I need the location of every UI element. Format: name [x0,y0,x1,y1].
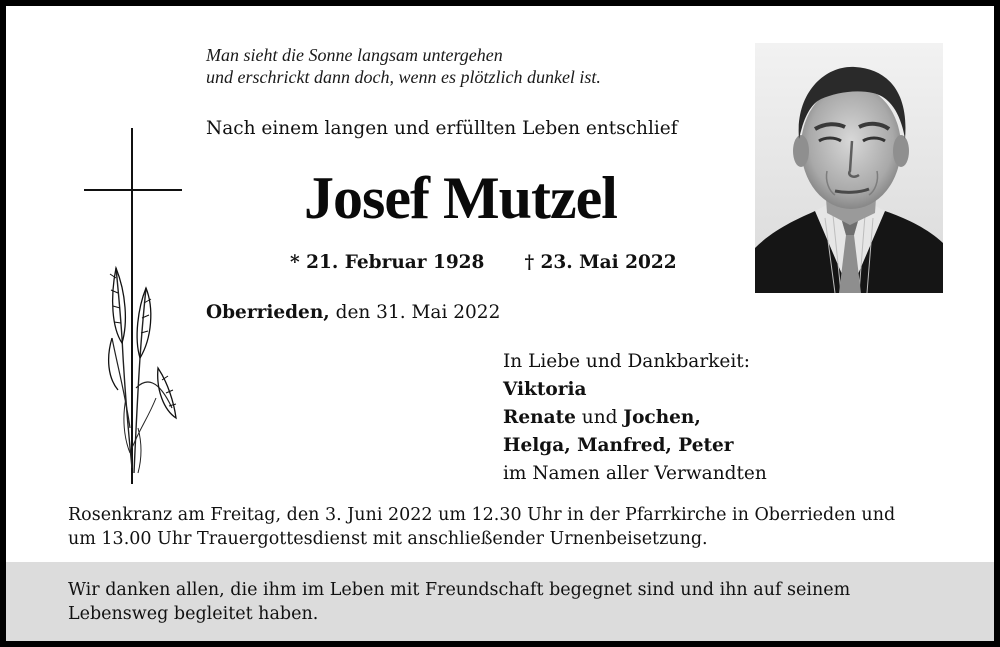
thanks-line-1: Wir danken allen, die ihm im Leben mit Freundschaft begegnet sind und ihn auf seinem [68,580,851,600]
service-announcement [68,503,895,551]
life-dates [290,252,677,273]
mourner-names: Helga, Manfred, Peter [503,435,734,456]
thanks-text [68,578,850,626]
mourner-name: Viktoria [503,379,587,400]
place-town: Oberrieden, [206,302,330,323]
mourner-name: Jochen, [623,407,701,428]
mourners-heading: In Liebe und Dankbarkeit: [503,351,750,372]
service-line-2: um 13.00 Uhr Trauergottesdienst mit anschließender Urnenbeisetzung. [68,529,708,549]
mourner-name: Renate [503,407,576,428]
motto-line-1: Man sieht die Sonne langsam untergehen [206,45,503,65]
place-date: den 31. Mai 2022 [329,302,501,323]
motto-line-2: und erschrickt dann doch, wenn es plötzlich dunkel ist. [206,67,601,87]
motto-quote [206,44,601,88]
thanks-line-2: Lebensweg begleitet haben. [68,604,319,624]
service-line-1: Rosenkranz am Freitag, den 3. Juni 2022 um 12.30 Uhr in der Pfarrkirche in Oberrieden und [68,505,896,525]
mourners-block [503,348,767,488]
death-date: † 23. Mai 2022 [524,252,677,273]
place-and-date [206,302,500,323]
mourners-relatives: im Namen aller Verwandten [503,463,767,484]
cross-with-wheat-icon [76,128,186,484]
intro-text: Nach einem langen und erfüllten Leben entschlief [206,118,678,139]
mourner-conjunction: und [575,407,624,428]
birth-date: * 21. Februar 1928 [290,252,485,273]
deceased-name: Josef Mutzel [304,165,617,231]
portrait-photo [755,43,943,293]
